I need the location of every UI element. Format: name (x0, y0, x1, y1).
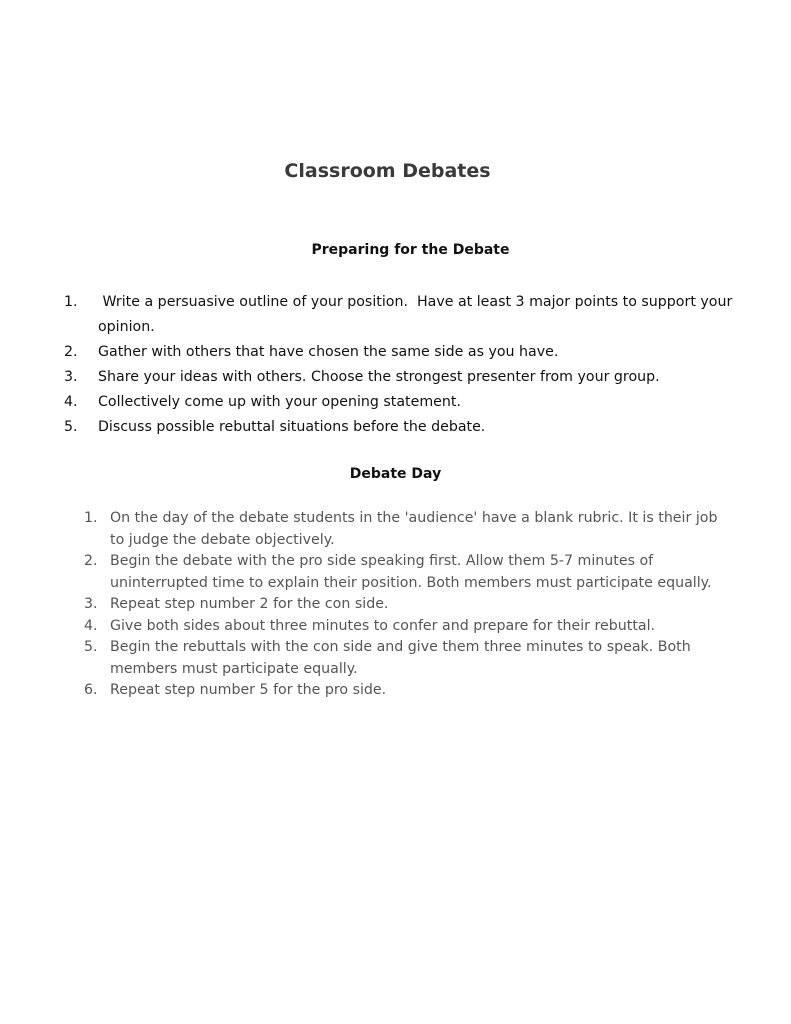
page-title: Classroom Debates (284, 160, 491, 182)
list-item-text: Begin the rebuttals with the con side and give them three minutes to speak. Both members must participate equally. (110, 639, 691, 677)
list-item-text: Repeat step number 5 for the pro side. (110, 682, 387, 698)
list-item (84, 551, 735, 594)
list-item-number: 1. (64, 294, 78, 310)
list-item-number: 4. (64, 394, 78, 410)
list-item-text: Gather with others that have chosen the same side as you have. (98, 344, 559, 360)
list-item-text: Share your ideas with others. Choose the strongest presenter from your group. (98, 369, 660, 385)
list-item (84, 637, 735, 680)
list-item-number: 1. (84, 510, 98, 526)
list-item-text: Discuss possible rebuttal situations before the debate. (98, 419, 486, 435)
list-item (64, 340, 738, 365)
list-item-text: Repeat step number 2 for the con side. (110, 596, 389, 612)
list-item (84, 594, 735, 616)
list-item-number: 4. (84, 617, 98, 634)
list-item (84, 508, 735, 551)
preparing-steps-list (64, 290, 738, 440)
list-item-number: 5. (84, 639, 98, 655)
list-item-text: Begin the debate with the pro side speaking first. Allow them 5-7 minutes of uninterrupted time to explain their position. Both members must participate equally. (110, 553, 712, 591)
list-item (64, 415, 738, 440)
list-item-number: 3. (64, 369, 78, 385)
list-item-number: 6. (84, 682, 98, 698)
list-item-number: 3. (84, 596, 98, 612)
list-item (64, 390, 738, 415)
list-item-text: Collectively come up with your opening statement. (98, 394, 461, 410)
list-item-text: Write a persuasive outline of your position. Have at least 3 major points to support your opinion. (98, 294, 737, 335)
list-item-number: 2. (64, 344, 78, 360)
section-heading-preparing: Preparing for the Debate (311, 242, 510, 258)
list-item (64, 365, 738, 390)
list-item (84, 680, 735, 702)
section-heading-debate-day: Debate Day (349, 466, 442, 482)
list-item (64, 290, 738, 340)
list-item-text: Give both sides about three minutes to confer and prepare for their rebuttal. (110, 617, 656, 634)
list-item (84, 616, 735, 638)
list-item-number: 2. (84, 553, 98, 569)
list-item-number: 5. (64, 419, 78, 435)
debate-day-steps-list (84, 508, 735, 702)
list-item-text: On the day of the debate students in the 'audience' have a blank rubric. It is their job to judge the debate objectively. (110, 510, 718, 548)
